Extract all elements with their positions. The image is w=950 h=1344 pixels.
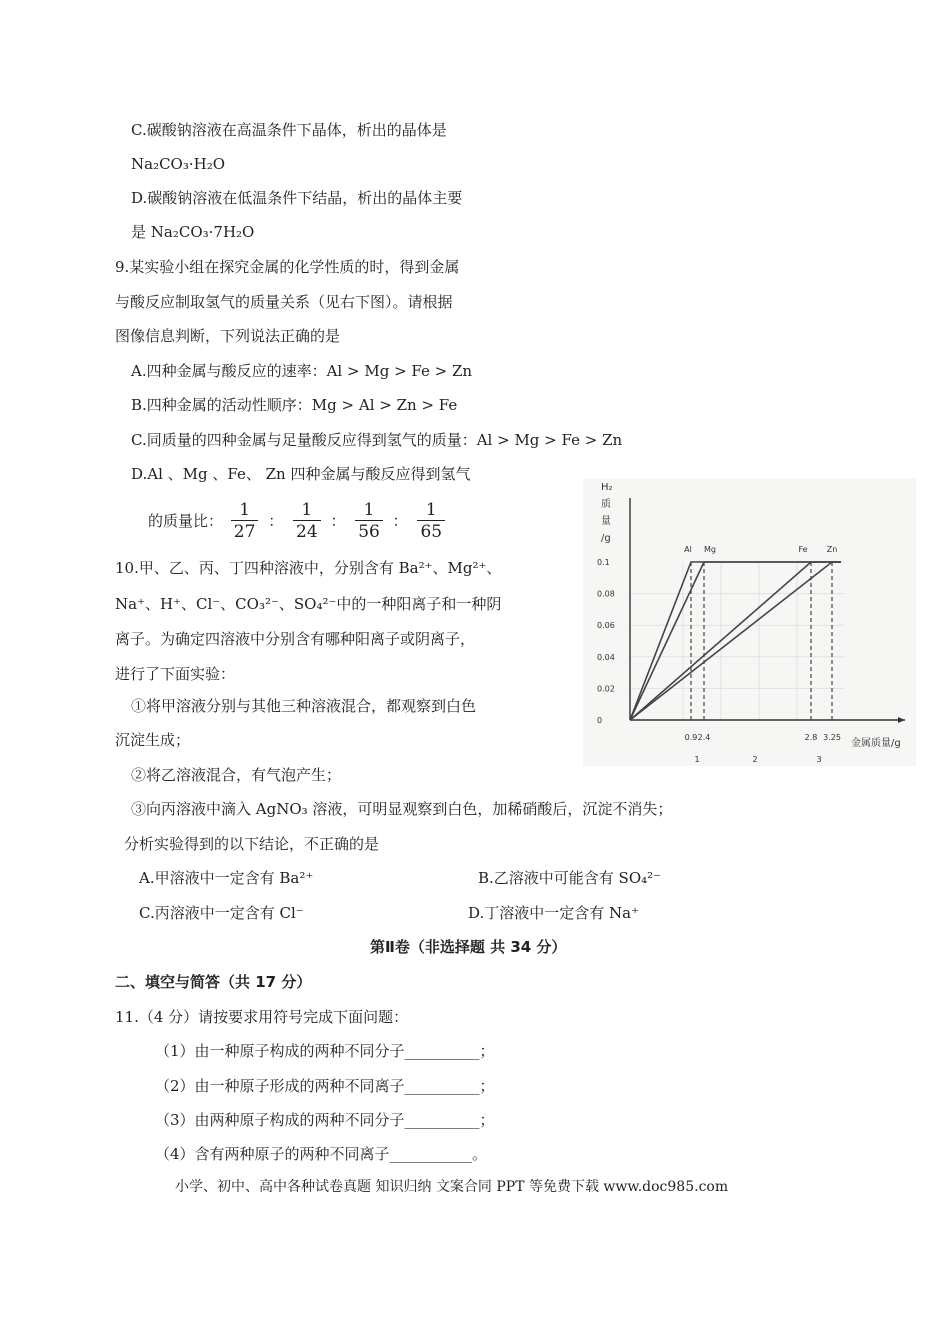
series-label-al: Al bbox=[684, 545, 692, 554]
q8-option-c-line1: C.碳酸钠溶液在高温条件下晶体，析出的晶体是 bbox=[131, 121, 447, 139]
y-tick-label: 0.08 bbox=[597, 589, 615, 599]
q9-option-a: A.四种金属与酸反应的速率：Al > Mg > Fe > Zn bbox=[131, 362, 473, 380]
q10-option-b: B.乙溶液中可能含有 SO₄²⁻ bbox=[478, 869, 662, 887]
x-value-label: 0.9 bbox=[684, 733, 698, 742]
y-tick-label: 0.02 bbox=[597, 684, 615, 694]
fraction-fe: $\frac{1}{56}$ bbox=[355, 500, 383, 543]
q11-item-2: （2）由一种原子形成的两种不同离子__________； bbox=[155, 1077, 495, 1095]
mass-ratio-label: 的质量比： bbox=[148, 512, 224, 530]
fraction-zn: $\frac{1}{65}$ bbox=[417, 500, 445, 543]
y-axis-label: H₂ bbox=[601, 482, 613, 493]
x-tick-label: 1 bbox=[694, 755, 700, 764]
q9-option-c: C.同质量的四种金属与足量酸反应得到氢气的质量：Al > Mg > Fe > Zn bbox=[131, 431, 623, 449]
y-tick-label: 0 bbox=[597, 716, 603, 725]
ratio-colon: ： bbox=[330, 512, 346, 530]
y-tick-label: 0.04 bbox=[597, 652, 615, 662]
q10-experiment-1-line1: ①将甲溶液分别与其他三种溶液混合，都观察到白色 bbox=[131, 697, 477, 715]
chart-svg bbox=[583, 478, 916, 766]
q9-option-d-line2 bbox=[148, 496, 448, 545]
x-tick-label: 2 bbox=[752, 755, 758, 764]
series-line-zn bbox=[630, 562, 841, 720]
x-value-label: 2.4 bbox=[697, 733, 711, 742]
series-line-fe bbox=[630, 562, 841, 720]
q11-item-4: （4）含有两种原子的两种不同离子___________。 bbox=[155, 1145, 488, 1163]
q9-stem-line1: 9.某实验小组在探究金属的化学性质的时，得到金属 bbox=[115, 258, 460, 276]
q8-option-d-line2: 是 Na₂CO₃·7H₂O bbox=[131, 223, 255, 241]
series-label-zn: Zn bbox=[826, 545, 838, 554]
q10-stem-line2: Na⁺、H⁺、Cl⁻、CO₃²⁻、SO₄²⁻中的一种阳离子和一种阴 bbox=[115, 595, 502, 613]
q8-option-c-line2: Na₂CO₃·H₂O bbox=[131, 155, 226, 173]
section-two-heading: 二、填空与简答（共 17 分） bbox=[115, 973, 312, 991]
q10-analysis: 分析实验得到的以下结论，不正确的是 bbox=[124, 835, 380, 853]
fraction-al: $\frac{1}{27}$ bbox=[231, 500, 259, 543]
q10-experiment-1-line2: 沉淀生成； bbox=[115, 731, 191, 749]
q10-experiment-2: ②将乙溶液混合，有气泡产生； bbox=[131, 766, 342, 784]
part-two-title: 第Ⅱ卷（非选择题 共 34 分） bbox=[370, 938, 567, 956]
q9-option-d-line1: D.Al 、Mg 、Fe、 Zn 四种金属与酸反应得到氢气 bbox=[131, 465, 471, 483]
ratio-colon: ： bbox=[268, 512, 284, 530]
page-footer: 小学、初中、高中各种试卷真题 知识归纳 文案合同 PPT 等免费下载 www.doc985.com bbox=[175, 1179, 729, 1195]
x-axis-arrow bbox=[898, 717, 905, 723]
y-axis-label: 质 bbox=[601, 499, 611, 510]
x-value-label: 3.25 bbox=[823, 733, 841, 742]
q10-stem-line3: 离子。为确定四溶液中分别含有哪种阳离子或阴离子， bbox=[115, 630, 476, 648]
x-tick-label: 3 bbox=[816, 755, 822, 764]
q9-option-b: B.四种金属的活动性顺序：Mg > Al > Zn > Fe bbox=[131, 396, 458, 414]
q9-stem-line2: 与酸反应制取氢气的质量关系（见右下图）。请根据 bbox=[115, 293, 453, 311]
q10-stem-line4: 进行了下面实验： bbox=[115, 665, 236, 683]
q10-option-a: A.甲溶液中一定含有 Ba²⁺ bbox=[139, 869, 314, 887]
q10-option-d: D.丁溶液中一定含有 Na⁺ bbox=[468, 904, 640, 922]
q10-option-c: C.丙溶液中一定含有 Cl⁻ bbox=[139, 904, 304, 922]
x-axis-label: 金属质量/g bbox=[851, 738, 901, 749]
series-label-mg: Mg bbox=[704, 545, 716, 554]
series-line-al bbox=[630, 562, 841, 720]
q9-stem-line3: 图像信息判断，下列说法正确的是 bbox=[115, 327, 341, 345]
series-line-mg bbox=[630, 562, 841, 720]
q11-stem: 11.（4 分）请按要求用符号完成下面问题： bbox=[115, 1008, 409, 1026]
y-tick-label: 0.1 bbox=[597, 558, 610, 567]
x-value-label: 2.8 bbox=[804, 733, 818, 742]
fraction-mg: $\frac{1}{24}$ bbox=[293, 500, 321, 543]
ratio-colon: ： bbox=[392, 512, 408, 530]
y-axis-label: /g bbox=[601, 533, 611, 544]
q10-experiment-3: ③向丙溶液中滴入 AgNO₃ 溶液，可明显观察到白色，加稀硝酸后，沉淀不消失； bbox=[131, 800, 673, 818]
series-label-fe: Fe bbox=[798, 545, 808, 554]
q10-stem-line1: 10.甲、乙、丙、丁四种溶液中，分别含有 Ba²⁺、Mg²⁺、 bbox=[115, 559, 502, 577]
y-axis-label: 量 bbox=[601, 516, 611, 527]
hydrogen-mass-chart bbox=[583, 478, 916, 766]
q8-option-d-line1: D.碳酸钠溶液在低温条件下结晶，析出的晶体主要 bbox=[131, 189, 463, 207]
q11-item-1: （1）由一种原子构成的两种不同分子__________； bbox=[155, 1042, 495, 1060]
y-tick-label: 0.06 bbox=[597, 621, 615, 631]
q11-item-3: （3）由两种原子构成的两种不同分子__________； bbox=[155, 1111, 495, 1129]
